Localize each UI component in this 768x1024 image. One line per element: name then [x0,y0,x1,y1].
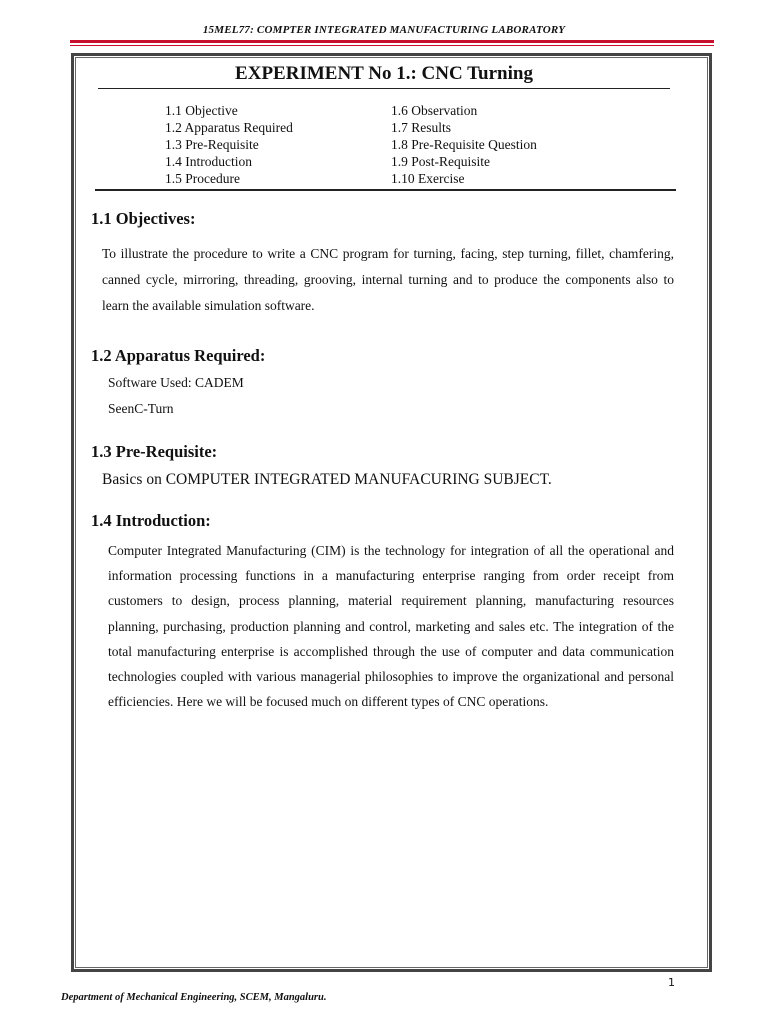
experiment-title: EXPERIMENT No 1.: CNC Turning [235,63,533,84]
toc-item: 1.7 Results [391,120,452,135]
running-header: 15MEL77: COMPTER INTEGRATED MANUFACTURING LABORATORY [202,24,566,36]
toc-item: 1.9 Post-Requisite [391,154,491,169]
prerequisite-text: Basics on COMPUTER INTEGRATED MANUFACURING SUBJECT. [102,471,552,488]
objectives-heading: 1.1 Objectives: [91,209,196,228]
toc-left-column [165,102,293,187]
prerequisite-heading: 1.3 Pre-Requisite: [91,442,218,461]
toc-item: 1.1 Objective [165,103,238,118]
apparatus-software: Software Used: CADEM [108,375,244,390]
introduction-heading: 1.4 Introduction: [91,511,211,530]
title-underline [98,88,670,89]
introduction-text: Computer Integrated Manufacturing (CIM) is the technology for integration of all the operational and information processing functions in a manufacturing enterprise ranging from order receipt from customers to design, process planning, material requirement planning, manufacturing resources planning, purchasing, production planning and control, marketing and sales etc. The integration of the total manufacturing enterprise is accomplished through the use of computer and data communication technologies coupled with various managerial philosophies to improve the organizational and personal efficiencies. Here we will be focused much on different types of CNC operations. [108,543,674,710]
header-rule-thick [70,40,714,43]
toc-item: 1.4 Introduction [165,154,252,169]
toc-item: 1.5 Procedure [165,171,240,186]
toc-right-column [391,102,537,187]
apparatus-heading: 1.2 Apparatus Required: [91,346,266,365]
toc-item: 1.10 Exercise [391,171,465,186]
footer-department: Department of Mechanical Engineering, SCEM, Mangaluru. [61,992,327,1003]
toc-item: 1.3 Pre-Requisite [165,137,259,152]
apparatus-tool: SeenC-Turn [108,401,174,416]
toc-item: 1.2 Apparatus Required [165,120,293,135]
toc-divider [95,189,676,191]
toc-item: 1.8 Pre-Requisite Question [391,137,537,152]
page-number: 1 [668,976,675,989]
objectives-text: To illustrate the procedure to write a CNC program for turning, facing, step turning, fillet, chamfering, canned cycle, mirroring, threading, grooving, internal turning and to produce the components also to learn the available simulation software. [102,246,674,313]
header-rule-thin [70,45,714,46]
toc-item: 1.6 Observation [391,103,478,118]
